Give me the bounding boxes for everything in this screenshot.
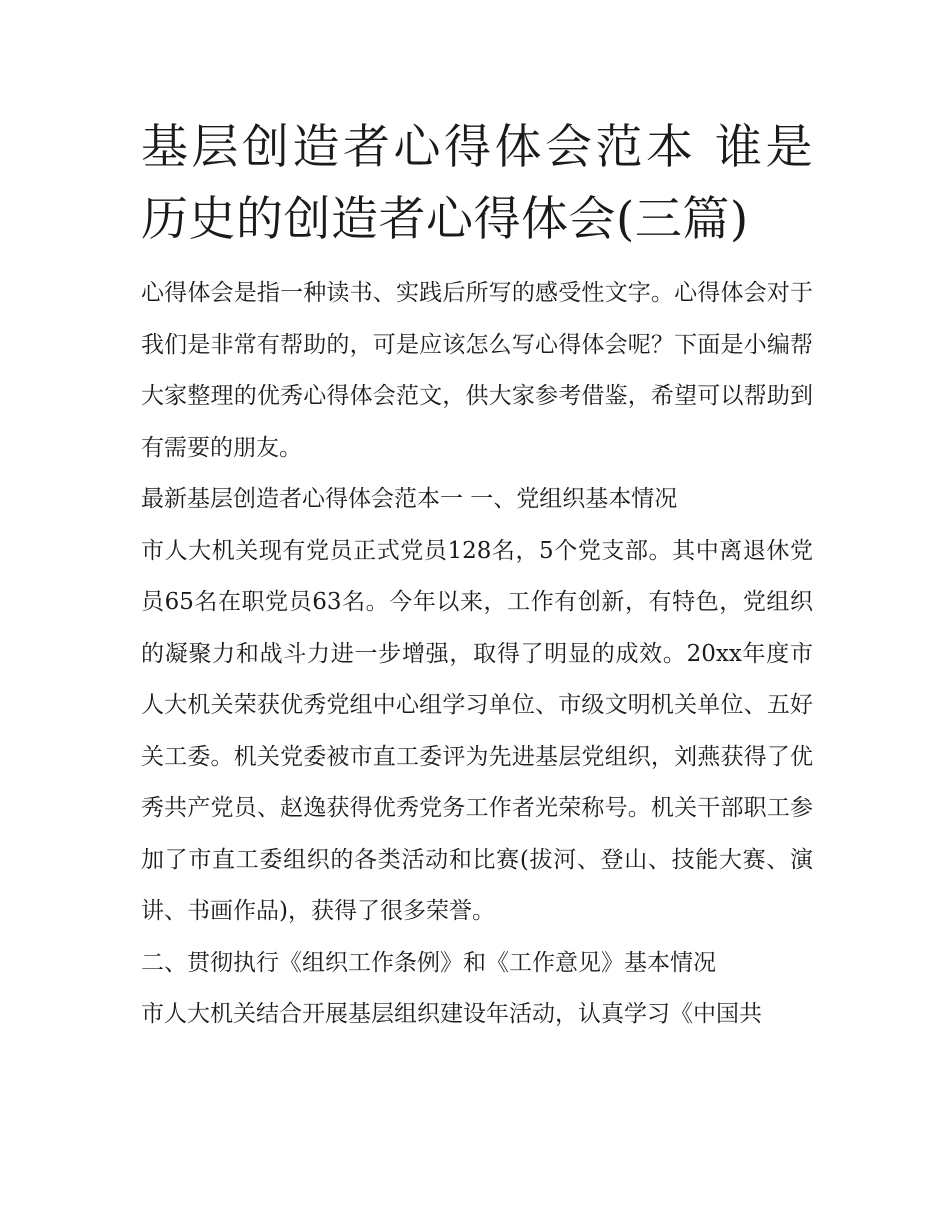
section-one-paragraph: 市人大机关现有党员正式党员128名，5个党支部。其中离退休党员65名在职党员63名。今年以来，工作有创新，有特色，党组织的凝聚力和战斗力进一步增强，取得了明显的成效。20xx年度市人大机关荣获优秀党组中心组学习单位、市级文明机关单位、五好关工委。机关党委被市直工委评为先进基层党组织，刘燕获得了优秀共产党员、赵逸获得优秀党务工作者光荣称号。机关干部职工参加了市直工委组织的各类活动和比赛(拔河、登山、技能大赛、演讲、书画作品)，获得了很多荣誉。 (141, 537, 813, 924)
section-two-heading: 二、贯彻执行《组织工作条例》和《工作意见》基本情况 (141, 949, 716, 976)
section-two-paragraph: 市人大机关结合开展基层组织建设年活动，认真学习《中国共 (141, 1001, 762, 1027)
intro-paragraph: 心得体会是指一种读书、实践后所写的感受性文字。心得体会对于我们是非常有帮助的，可是应该怎么写心得体会呢？下面是小编帮大家整理的优秀心得体会范文，供大家参考借鉴，希望可以帮助到有需要的朋友。 (141, 280, 813, 461)
document-page (141, 112, 813, 1041)
section-one-heading: 最新基层创造者心得体会范本一 一、党组织基本情况 (141, 486, 678, 512)
document-title: 基层创造者心得体会范本 谁是历史的创造者心得体会(三篇) (141, 120, 813, 247)
document-body (141, 268, 813, 1041)
